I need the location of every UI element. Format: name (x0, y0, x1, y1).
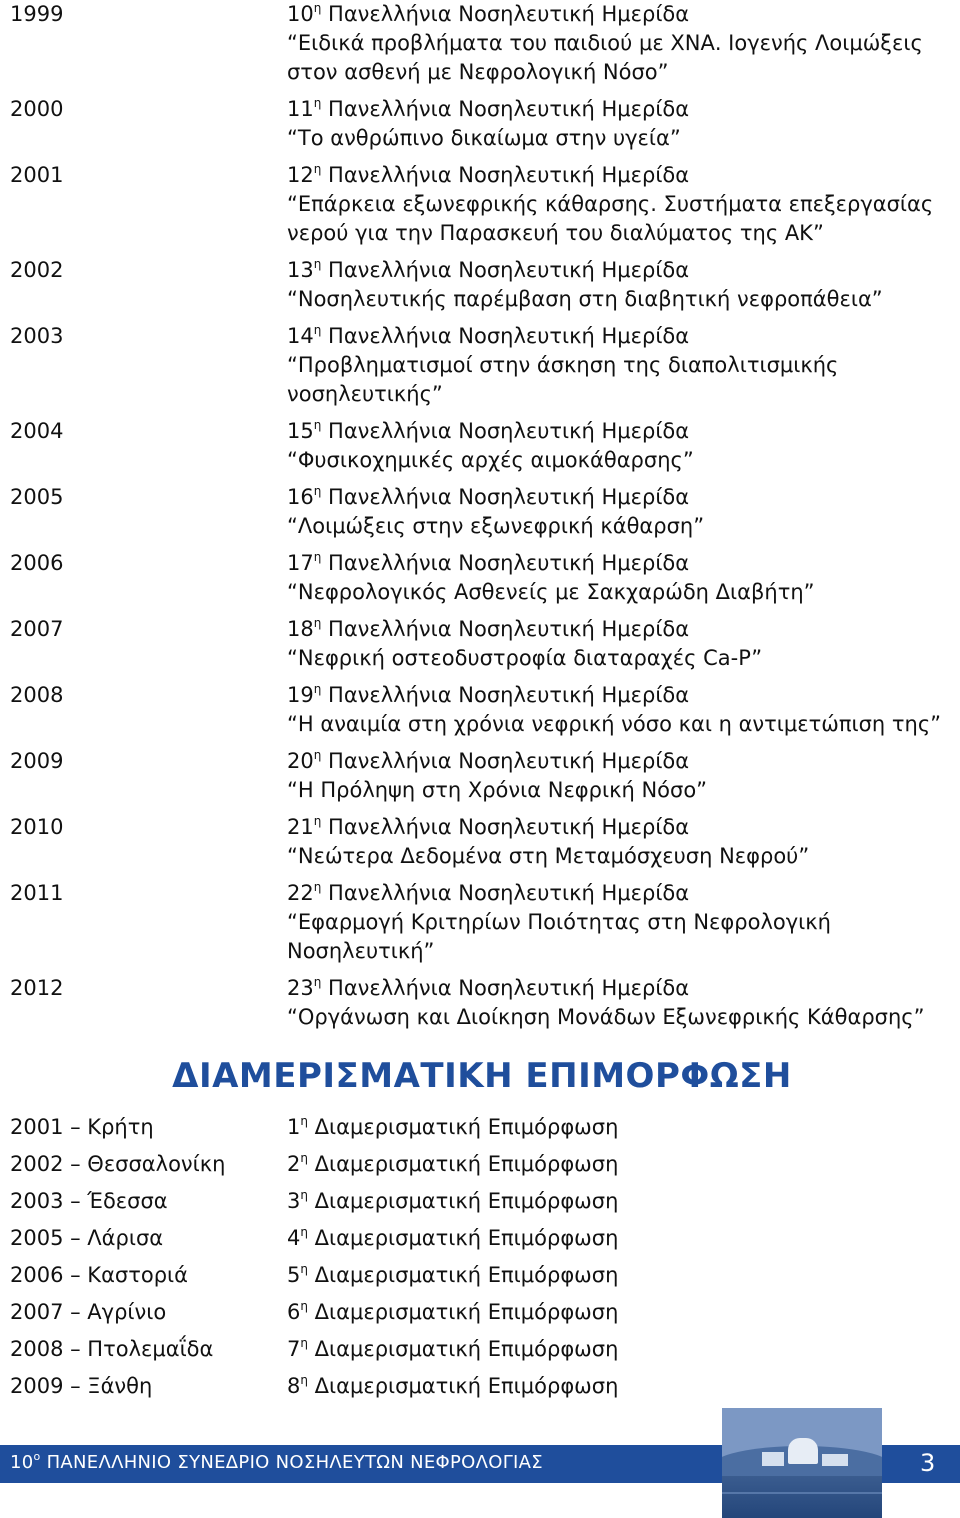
regional-entry (10, 1294, 950, 1331)
timeline-entry (10, 974, 960, 1032)
timeline-entry (10, 417, 960, 475)
regional-ordinal: η (300, 1373, 308, 1387)
entry-year: 2003 (10, 324, 64, 348)
regional-label (287, 1146, 618, 1183)
regional-year-place: 2003 – Έδεσσα (10, 1189, 168, 1213)
entry-ordinal: η (313, 616, 322, 630)
photo-church (788, 1438, 818, 1464)
regional-entry (10, 1331, 950, 1368)
section-heading-text: ΔΙΑΜΕΡΙΣΜΑΤΙΚΗ ΕΠΙΜΟΡΦΩΣΗ (172, 1056, 792, 1096)
regional-label (287, 1183, 618, 1220)
entry-title-line (287, 813, 957, 842)
entry-title: Πανελλήνια Νοσηλευτική Ημερίδα (328, 485, 690, 509)
regional-entry (10, 1220, 950, 1257)
entry-title-line (287, 483, 957, 512)
timeline-entry (10, 256, 960, 314)
regional-title: Διαμερισματική Επιμόρφωση (314, 1337, 619, 1361)
entry-number: 13 (287, 258, 314, 282)
conference-timeline (10, 0, 960, 1032)
photo-sea (722, 1476, 882, 1518)
entry-ordinal: η (313, 257, 322, 271)
regional-number: 3 (287, 1189, 301, 1213)
entry-body (287, 417, 957, 475)
entry-ordinal: η (313, 975, 322, 989)
entry-number: 21 (287, 815, 314, 839)
entry-title-line (287, 879, 957, 908)
entry-title-line (287, 549, 957, 578)
regional-number: 7 (287, 1337, 301, 1361)
entry-year: 2000 (10, 97, 64, 121)
regional-ordinal: η (300, 1225, 308, 1239)
entry-body (287, 95, 957, 153)
regional-ordinal: η (300, 1299, 308, 1313)
entry-title-line (287, 322, 957, 351)
regional-entry (10, 1109, 950, 1146)
entry-title: Πανελλήνια Νοσηλευτική Ημερίδα (328, 749, 690, 773)
photo-building (762, 1452, 784, 1466)
entry-year: 2010 (10, 815, 64, 839)
entry-title-line (287, 681, 957, 710)
timeline-entry (10, 322, 960, 409)
regional-year-place: 2002 – Θεσσαλονίκη (10, 1152, 226, 1176)
photo-building (822, 1454, 848, 1466)
entry-title-line (287, 417, 957, 446)
entry-title-line (287, 974, 957, 1003)
regional-number: 6 (287, 1300, 301, 1324)
entry-year: 2008 (10, 683, 64, 707)
entry-ordinal: η (313, 484, 322, 498)
entry-body (287, 813, 957, 871)
regional-number: 2 (287, 1152, 301, 1176)
entry-title: Πανελλήνια Νοσηλευτική Ημερίδα (328, 881, 690, 905)
regional-year-place: 2007 – Αγρίνιο (10, 1300, 167, 1324)
regional-year-place: 2005 – Λάρισα (10, 1226, 164, 1250)
entry-year: 2004 (10, 419, 64, 443)
timeline-entry (10, 549, 960, 607)
footer-ordinal: ο (33, 1450, 41, 1463)
entry-year: 2012 (10, 976, 64, 1000)
timeline-entry (10, 879, 960, 966)
timeline-entry (10, 161, 960, 248)
entry-body (287, 747, 957, 805)
entry-year: 2007 (10, 617, 64, 641)
entry-description: “Η Πρόληψη στη Χρόνια Νεφρική Νόσο” (287, 778, 708, 802)
entry-year: 2009 (10, 749, 64, 773)
regional-title: Διαμερισματική Επιμόρφωση (314, 1374, 619, 1398)
entry-ordinal: η (313, 323, 322, 337)
entry-number: 10 (287, 2, 314, 26)
entry-ordinal: η (313, 550, 322, 564)
entry-title: Πανελλήνια Νοσηλευτική Ημερίδα (328, 617, 690, 641)
entry-title-line (287, 256, 957, 285)
regional-number: 5 (287, 1263, 301, 1287)
regional-title: Διαμερισματική Επιμόρφωση (314, 1152, 619, 1176)
entry-number: 15 (287, 419, 314, 443)
regional-title: Διαμερισματική Επιμόρφωση (314, 1226, 619, 1250)
regional-label (287, 1294, 618, 1331)
entry-year: 1999 (10, 2, 64, 26)
entry-description: “Οργάνωση και Διοίκηση Μονάδων Εξωνεφρικής Κάθαρσης” (287, 1005, 925, 1029)
regional-training-list (10, 1109, 950, 1405)
entry-ordinal: η (313, 748, 322, 762)
entry-body (287, 681, 957, 739)
entry-ordinal: η (313, 1, 322, 15)
entry-year: 2006 (10, 551, 64, 575)
entry-title: Πανελλήνια Νοσηλευτική Ημερίδα (328, 2, 690, 26)
entry-body (287, 549, 957, 607)
footer-title (10, 1450, 543, 1476)
entry-ordinal: η (313, 880, 322, 894)
entry-number: 18 (287, 617, 314, 641)
timeline-entry (10, 747, 960, 805)
regional-label (287, 1331, 618, 1368)
entry-body (287, 0, 957, 87)
entry-title-line (287, 95, 957, 124)
regional-number: 4 (287, 1226, 301, 1250)
entry-description: “Το ανθρώπινο δικαίωμα στην υγεία” (287, 126, 681, 150)
entry-body (287, 879, 957, 966)
regional-label (287, 1257, 618, 1294)
entry-year: 2011 (10, 881, 64, 905)
entry-description: “Ειδικά προβλήματα του παιδιού με ΧΝΑ. Ιογενής Λοιμώξεις στον ασθενή με Νεφρολογική Νόσο” (287, 31, 923, 84)
photo-ripple (722, 1492, 882, 1494)
regional-title: Διαμερισματική Επιμόρφωση (314, 1115, 619, 1139)
regional-year-place: 2009 – Ξάνθη (10, 1374, 153, 1398)
entry-title: Πανελλήνια Νοσηλευτική Ημερίδα (328, 324, 690, 348)
entry-title: Πανελλήνια Νοσηλευτική Ημερίδα (328, 683, 690, 707)
entry-number: 17 (287, 551, 314, 575)
regional-ordinal: η (300, 1188, 308, 1202)
footer-number: 10 (10, 1452, 34, 1473)
entry-description: “Επάρκεια εξωνεφρικής κάθαρσης. Συστήματα επεξεργασίας νερού για την Παρασκευή του διαλύματος της ΑΚ” (287, 192, 934, 245)
entry-number: 19 (287, 683, 314, 707)
entry-body (287, 974, 957, 1032)
entry-title-line (287, 0, 957, 29)
footer-landscape-photo (722, 1408, 882, 1518)
timeline-entry (10, 813, 960, 871)
entry-number: 22 (287, 881, 314, 905)
regional-number: 8 (287, 1374, 301, 1398)
regional-ordinal: η (300, 1262, 308, 1276)
regional-label (287, 1368, 618, 1405)
entry-year: 2005 (10, 485, 64, 509)
entry-title: Πανελλήνια Νοσηλευτική Ημερίδα (328, 976, 690, 1000)
entry-title: Πανελλήνια Νοσηλευτική Ημερίδα (328, 815, 690, 839)
entry-description: “Λοιμώξεις στην εξωνεφρική κάθαρση” (287, 514, 705, 538)
entry-description: “Εφαρμογή Κριτηρίων Ποιότητας στη Νεφρολογική Νοσηλευτική” (287, 910, 831, 963)
page-number: 3 (920, 1449, 936, 1477)
entry-number: 20 (287, 749, 314, 773)
regional-title: Διαμερισματική Επιμόρφωση (314, 1263, 619, 1287)
regional-entry (10, 1183, 950, 1220)
entry-number: 14 (287, 324, 314, 348)
regional-ordinal: η (300, 1336, 308, 1350)
entry-year: 2001 (10, 163, 64, 187)
entry-title: Πανελλήνια Νοσηλευτική Ημερίδα (328, 551, 690, 575)
regional-entry (10, 1257, 950, 1294)
entry-description: “Φυσικοχημικές αρχές αιμοκάθαρσης” (287, 448, 694, 472)
entry-description: “Νεώτερα Δεδομένα στη Μεταμόσχευση Νεφρού” (287, 844, 810, 868)
entry-description: “Προβληματισμοί στην άσκηση της διαπολιτισμικής νοσηλευτικής” (287, 353, 839, 406)
entry-description: “Η αναιμία στη χρόνια νεφρική νόσο και η αντιμετώπιση της” (287, 712, 942, 736)
entry-title: Πανελλήνια Νοσηλευτική Ημερίδα (328, 97, 690, 121)
entry-ordinal: η (313, 162, 322, 176)
entry-number: 16 (287, 485, 314, 509)
entry-number: 12 (287, 163, 314, 187)
regional-year-place: 2008 – Πτολεμαΐδα (10, 1337, 214, 1361)
entry-number: 11 (287, 97, 314, 121)
entry-title-line (287, 615, 957, 644)
entry-title-line (287, 161, 957, 190)
entry-number: 23 (287, 976, 314, 1000)
regional-year-place: 2006 – Καστοριά (10, 1263, 188, 1287)
regional-title: Διαμερισματική Επιμόρφωση (314, 1189, 619, 1213)
entry-ordinal: η (313, 96, 322, 110)
entry-description: “Νεφρική οστεοδυστροφία διαταραχές Ca-P” (287, 646, 763, 670)
entry-body (287, 615, 957, 673)
entry-year: 2002 (10, 258, 64, 282)
regional-ordinal: η (300, 1151, 308, 1165)
entry-title: Πανελλήνια Νοσηλευτική Ημερίδα (328, 258, 690, 282)
section-heading (0, 1055, 960, 1097)
entry-body (287, 322, 957, 409)
entry-description: “Νοσηλευτικής παρέμβαση στη διαβητική νεφροπάθεια” (287, 287, 883, 311)
timeline-entry (10, 681, 960, 739)
timeline-entry (10, 95, 960, 153)
entry-title: Πανελλήνια Νοσηλευτική Ημερίδα (328, 163, 690, 187)
entry-title-line (287, 747, 957, 776)
entry-description: “Νεφρολογικός Ασθενείς με Σακχαρώδη Διαβήτη” (287, 580, 815, 604)
regional-ordinal: η (300, 1114, 308, 1128)
regional-label (287, 1220, 618, 1257)
timeline-entry (10, 483, 960, 541)
regional-year-place: 2001 – Κρήτη (10, 1115, 154, 1139)
footer-conference-name: ΠΑΝΕΛΛΗΝΙΟ ΣΥΝΕΔΡΙΟ ΝΟΣΗΛΕΥΤΩΝ ΝΕΦΡΟΛΟΓΙΑΣ (46, 1452, 543, 1473)
regional-label (287, 1109, 618, 1146)
entry-body (287, 256, 957, 314)
entry-ordinal: η (313, 418, 322, 432)
regional-number: 1 (287, 1115, 301, 1139)
timeline-entry (10, 0, 960, 87)
regional-title: Διαμερισματική Επιμόρφωση (314, 1300, 619, 1324)
entry-title: Πανελλήνια Νοσηλευτική Ημερίδα (328, 419, 690, 443)
entry-ordinal: η (313, 814, 322, 828)
entry-body (287, 483, 957, 541)
entry-body (287, 161, 957, 248)
timeline-entry (10, 615, 960, 673)
regional-entry (10, 1368, 950, 1405)
regional-entry (10, 1146, 950, 1183)
entry-ordinal: η (313, 682, 322, 696)
